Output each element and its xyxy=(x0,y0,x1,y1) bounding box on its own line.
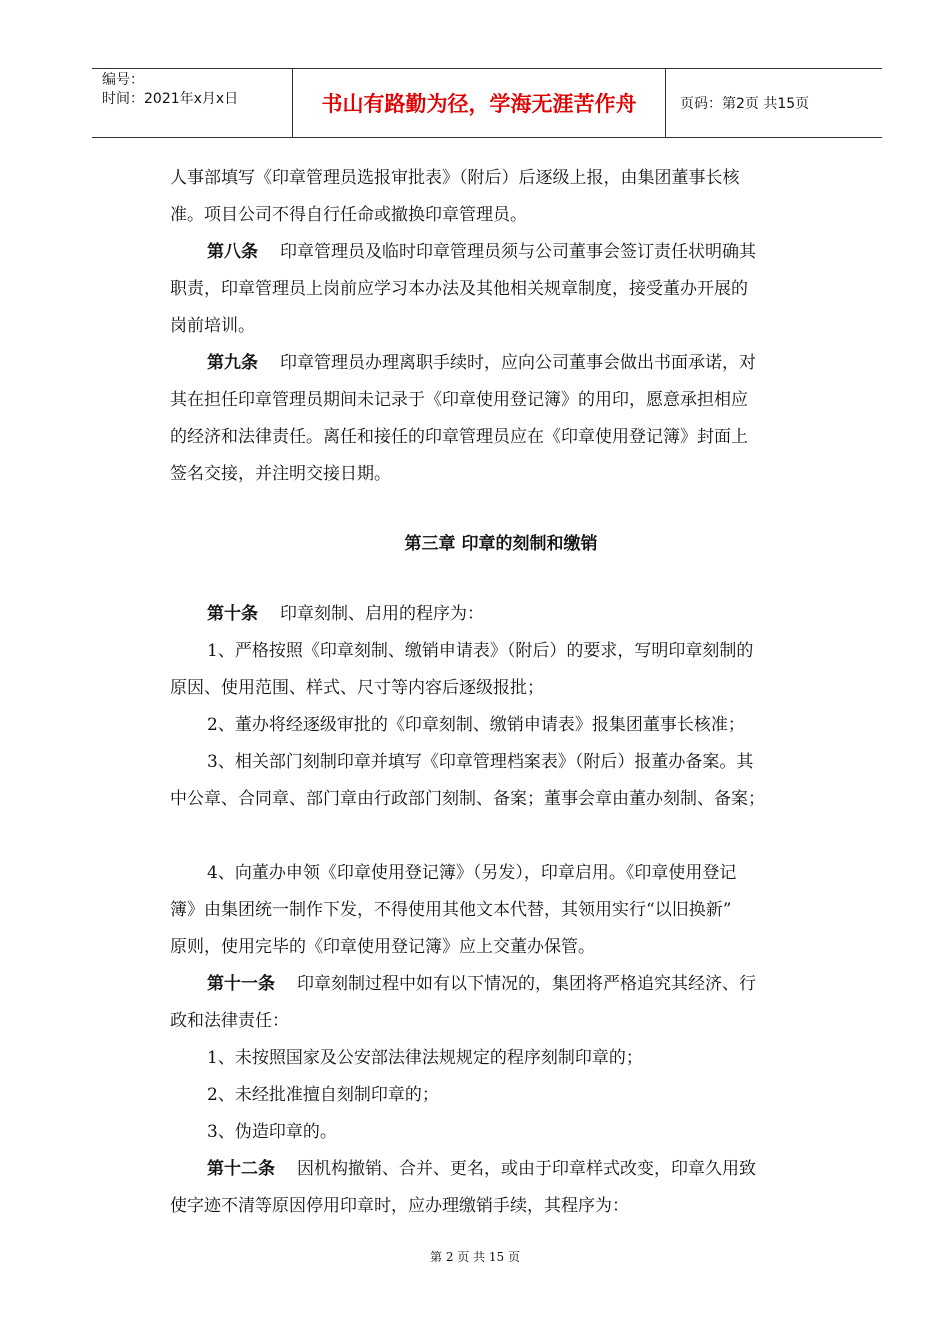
paragraph-line: 其在担任印章管理员期间未记录于《印章使用登记簿》的用印，愿意承担相应 xyxy=(170,390,748,410)
document-number: 编号： xyxy=(102,72,144,88)
paragraph-line: 签名交接，并注明交接日期。 xyxy=(170,464,391,484)
list-item: 1、严格按照《印章刻制、缴销申请表》（附后）的要求，写明印章刻制的 xyxy=(207,641,754,661)
paragraph-line: 原则，使用完毕的《印章使用登记簿》应上交董办保管。 xyxy=(170,937,595,957)
list-item: 3、伪造印章的。 xyxy=(207,1122,337,1142)
article-title: 第十一条 xyxy=(207,974,275,994)
header-meta xyxy=(92,69,293,137)
paragraph-line: 职责，印章管理员上岗前应学习本办法及其他相关规章制度，接受董办开展的 xyxy=(170,279,748,299)
article-12 xyxy=(170,1151,850,1188)
page-header xyxy=(92,68,882,138)
paragraph-line: 的经济和法律责任。离任和接任的印章管理员应在《印章使用登记簿》封面上 xyxy=(170,427,748,447)
paragraph-line: 准。项目公司不得自行任命或撤换印章管理员。 xyxy=(170,205,527,225)
chapter-heading: 第三章 印章的刻制和缴销 xyxy=(404,534,598,554)
header-motto: 书山有路勤为径，学海无涯苦作舟 xyxy=(293,69,666,137)
list-item: 3、相关部门刻制印章并填写《印章管理档案表》（附后）报董办备案。其 xyxy=(207,752,754,772)
article-title: 第九条 xyxy=(207,353,258,373)
paragraph-line: 人事部填写《印章管理员选报审批表》（附后）后逐级上报，由集团董事长核 xyxy=(170,168,740,188)
header-page-code: 页码：第2页 共15页 xyxy=(680,96,810,112)
article-text: 印章管理员办理离职手续时，应向公司董事会做出书面承诺，对 xyxy=(280,353,756,373)
article-10 xyxy=(170,596,850,633)
paragraph-line: 中公章、合同章、部门章由行政部门刻制、备案；董事会章由董办刻制、备案； xyxy=(170,789,765,809)
article-text: 印章刻制、启用的程序为： xyxy=(280,604,484,624)
list-item: 1、未按照国家及公安部法律法规规定的程序刻制印章的； xyxy=(207,1048,643,1068)
article-title: 第八条 xyxy=(207,242,258,262)
list-item: 2、未经批准擅自刻制印章的； xyxy=(207,1085,439,1105)
article-text: 印章管理员及临时印章管理员须与公司董事会签订责任状明确其 xyxy=(280,242,756,262)
article-11 xyxy=(170,966,850,1003)
paragraph-line: 簿》由集团统一制作下发，不得使用其他文本代替，其领用实行“以旧换新” xyxy=(170,900,732,920)
paragraph-line: 使字迹不清等原因停用印章时，应办理缴销手续，其程序为： xyxy=(170,1196,629,1216)
paragraph-line: 岗前培训。 xyxy=(170,316,255,336)
document-body xyxy=(170,160,850,1225)
document-time: 时间：2021年x月x日 xyxy=(102,91,239,107)
list-item: 2、董办将经逐级审批的《印章刻制、缴销申请表》报集团董事长核准； xyxy=(207,715,745,735)
article-9 xyxy=(170,345,850,382)
article-title: 第十二条 xyxy=(207,1159,275,1179)
article-title: 第十条 xyxy=(207,604,258,624)
article-8 xyxy=(170,234,850,271)
paragraph-line: 政和法律责任： xyxy=(170,1011,289,1031)
article-text: 印章刻制过程中如有以下情况的，集团将严格追究其经济、行 xyxy=(297,974,756,994)
page-footer: 第 2 页 共 15 页 xyxy=(430,1250,520,1264)
paragraph-line: 原因、使用范围、样式、尺寸等内容后逐级报批； xyxy=(170,678,544,698)
list-item: 4、向董办申领《印章使用登记簿》（另发），印章启用。《印章使用登记 xyxy=(207,863,737,883)
article-text: 因机构撤销、合并、更名，或由于印章样式改变，印章久用致 xyxy=(297,1159,756,1179)
